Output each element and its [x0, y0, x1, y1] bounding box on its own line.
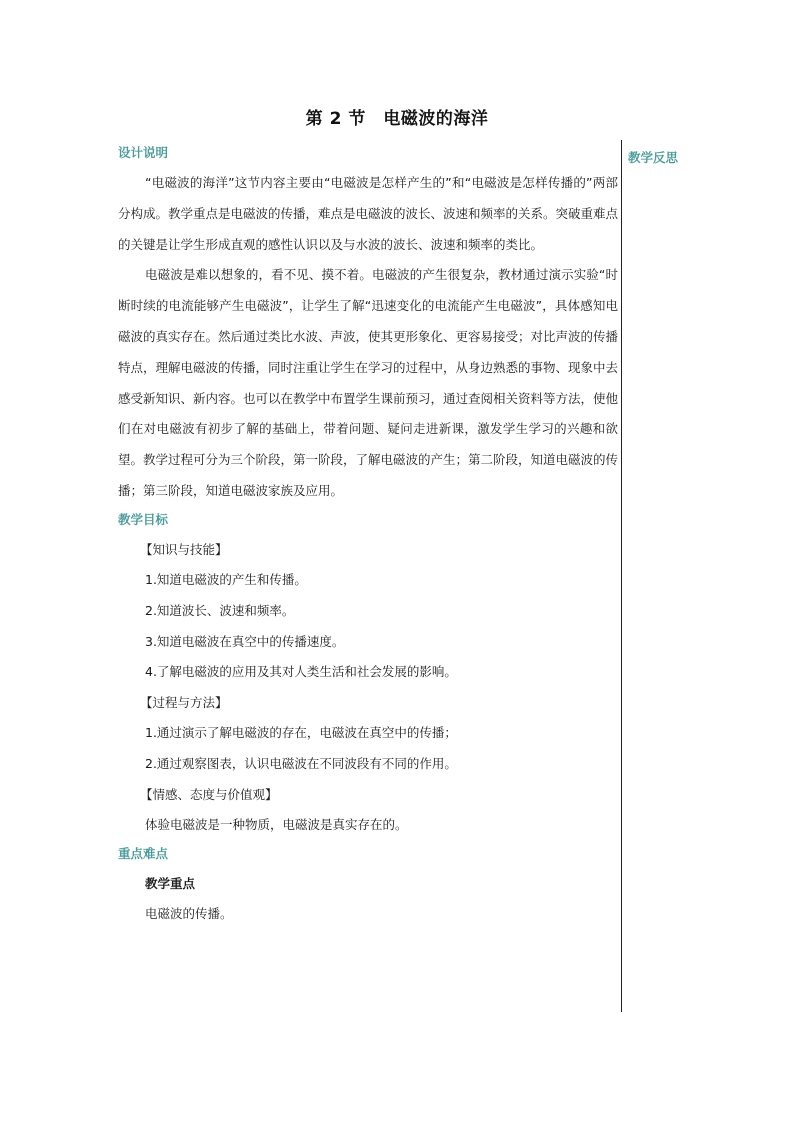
goals-heading: 教学目标	[118, 511, 169, 527]
key-text: 电磁波的传播。	[145, 906, 233, 922]
reflection-column	[628, 142, 688, 173]
knowledge-item: 2.知道波长、波速和频率。	[145, 602, 295, 618]
reflection-heading: 教学反思	[628, 150, 679, 165]
knowledge-item: 1.知道电磁波的产生和传播。	[145, 572, 307, 588]
design-paragraph: 电磁波是难以想象的，看不见、摸不着。电磁波的产生很复杂，教材通过演示实验“时断时续的电流能够产生电磁波”，让学生了解“迅速变化的电流能产生电磁波”，具体感知电磁波的真实存在。然后通过类比水波、声波，使其更形象化、更容易接受；对比声波的传播特点，理解电磁波的传播，同时注重让学生在学习的过程中，从身边熟悉的事物、现象中去感受新知识、新内容。也可以在教学中布置学生课前预习，通过查阅相关资料等方法，使他们在对电磁波有初步了解的基础上，带着问题、疑问走进新课，激发学生学习的兴趣和欲望。教学过程可分为三个阶段，第一阶段，了解电磁波的产生；第二阶段，知道电磁波的传播；第三阶段，知道电磁波家族及应用。	[118, 267, 619, 498]
knowledge-label: 【知识与技能】	[140, 541, 228, 557]
key-subheading: 教学重点	[145, 875, 196, 891]
keypoints-heading: 重点难点	[118, 845, 169, 861]
main-column	[118, 142, 618, 930]
knowledge-item: 3.知道电磁波在真空中的传播速度。	[145, 633, 345, 649]
design-heading: 设计说明	[118, 145, 169, 160]
process-item: 2.通过观察图表，认识电磁波在不同波段有不同的作用。	[145, 755, 457, 771]
knowledge-item: 4.了解电磁波的应用及其对人类生活和社会发展的影响。	[145, 664, 457, 680]
emotion-item: 体验电磁波是一种物质，电磁波是真实存在的。	[145, 817, 408, 833]
column-divider	[621, 140, 622, 1012]
process-label: 【过程与方法】	[140, 694, 228, 710]
emotion-label: 【情感、态度与价值观】	[140, 786, 278, 802]
design-paragraph: “电磁波的海洋”这节内容主要由“电磁波是怎样产生的”和“电磁波是怎样传播的”两部分构成。教学重点是电磁波的传播，难点是电磁波的波长、波速和频率的关系。突破重难点的关键是让学生形成直观的感性认识以及与水波的波长、波速和频率的类比。	[118, 175, 619, 252]
process-item: 1.通过演示了解电磁波的存在，电磁波在真空中的传播；	[145, 725, 457, 741]
page-title: 第 2 节 电磁波的海洋	[305, 109, 489, 129]
